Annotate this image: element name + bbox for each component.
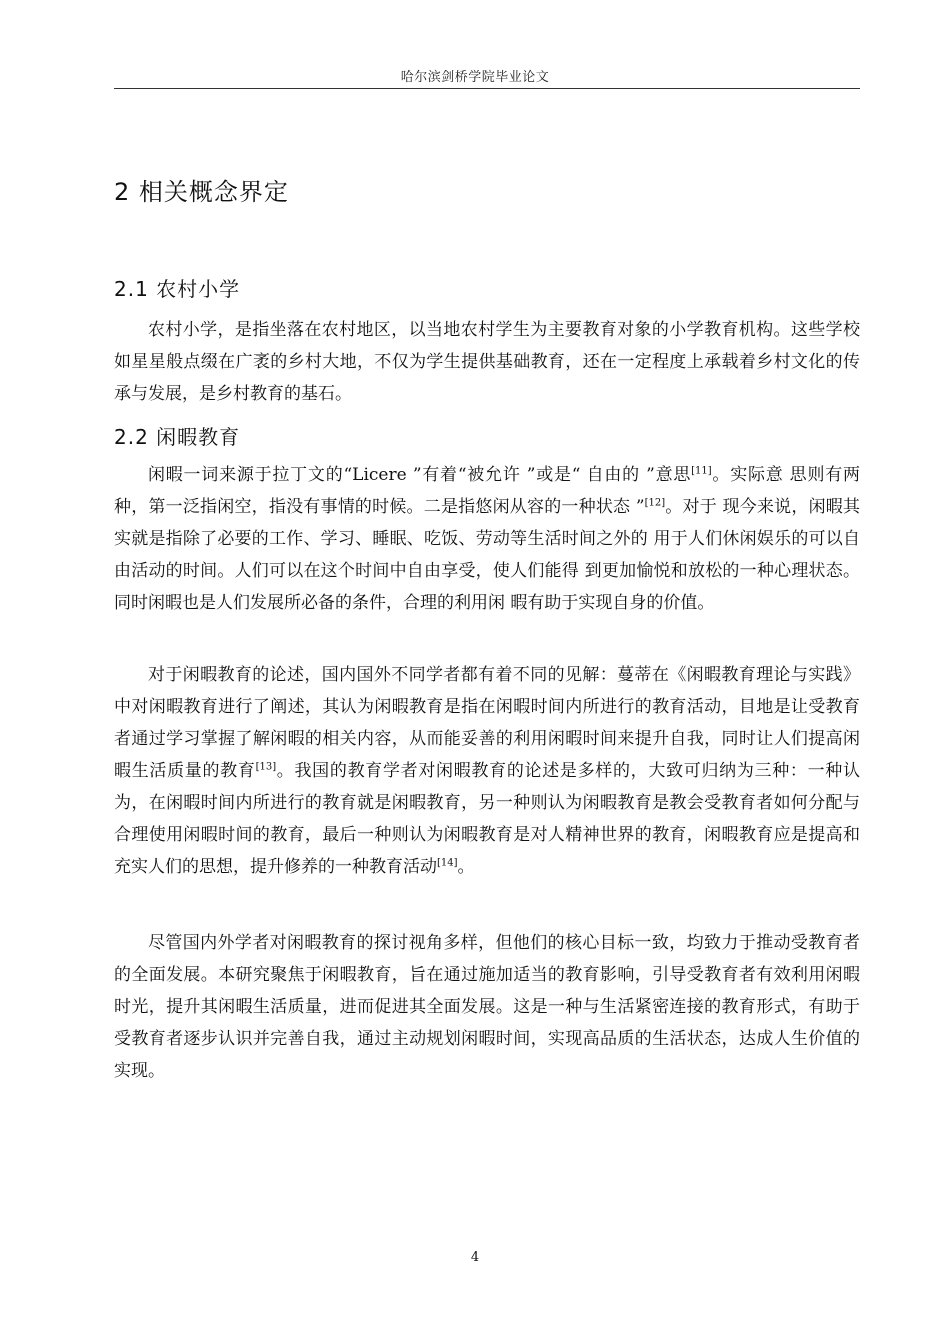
paragraph-text: 。我国的教育学者对闲暇教育的论述是多样的，大致可归纳为三种：一种认为，在闲暇时间内所进行的教育就是闲暇教育，另一种则认为闲暇教育是教会受教育者如何分配与合理使用闲暇时间的教育，最后一种则认为闲暇教育是对人精神世界的教育，闲暇教育应是提高和充实人们的思想，提升修养的一种教育活动 [114, 761, 861, 877]
paragraph-text: 。对于 现今来说，闲暇其实就是指除了必要的工作、学习、睡眠、吃饭、劳动等生活时间之外的 用于人们休闲娱乐的可以自由活动的时间。人们可以在这个时间中自由享受，使人们能得 到更加愉悦和放松的一种心理状态。同时闲暇也是人们发展所必备的条件，合理的利用闲 暇有助于实现自身的价值。 [114, 497, 861, 613]
paragraph-leisure-education-views [114, 659, 860, 883]
section-title-2-2: 2.2 闲暇教育 [114, 425, 241, 449]
running-header: 哈尔滨剑桥学院毕业论文 [400, 70, 550, 85]
paragraph-text: 闲暇一词来源于拉丁文的“Licere ”有着“被允许 ”或是“ 自由的 ”意思 [148, 465, 692, 485]
paragraph-leisure-definition [114, 459, 860, 619]
citation: [13] [255, 761, 277, 773]
paragraph-research-focus: 尽管国内外学者对闲暇教育的探讨视角多样，但他们的核心目标一致，均致力于推动受教育者的全面发展。本研究聚焦于闲暇教育，旨在通过施加适当的教育影响，引导受教育者有效利用闲暇时光，提升其闲暇生活质量，进而促进其全面发展。这是一种与生活紧密连接的教育形式，有助于受教育者逐步认识并完善自我，通过主动规划闲暇时间，实现高品质的生活状态，达成人生价值的实现。 [114, 933, 860, 1081]
chapter-title: 2 相关概念界定 [114, 178, 289, 206]
citation: [12] [644, 497, 666, 509]
paragraph-text: 对于闲暇教育的论述，国内国外不同学者都有着不同的见解：蔓蒂在《闲暇教育理论与实践》中对闲暇教育进行了阐述，其认为闲暇教育是指在闲暇时间内所进行的教育活动，目地是让受教育者通过学习掌握了解闲暇的相关内容，从而能妥善的利用闲暇时间来提升自我，同时让人们提高闲暇生活质量的教育 [114, 665, 860, 781]
page-number: 4 [470, 1250, 480, 1265]
paragraph-rural-school: 农村小学，是指坐落在农村地区，以当地农村学生为主要教育对象的小学教育机构。这些学校如星星般点缀在广袤的乡村大地，不仅为学生提供基础教育，还在一定程度上承载着乡村文化的传承与发展，是乡村教育的基石。 [114, 320, 860, 404]
section-title-2-1: 2.1 农村小学 [114, 277, 241, 301]
header-rule [114, 88, 860, 89]
paragraph-text: 。实际意 思则有两种，第一泛指闲空，指没有事情的时候。二是指悠闲从容的一种状态 ” [114, 465, 860, 517]
citation: [14] [437, 857, 458, 869]
paragraph-text: 。 [457, 857, 475, 877]
citation: [11] [691, 465, 712, 477]
